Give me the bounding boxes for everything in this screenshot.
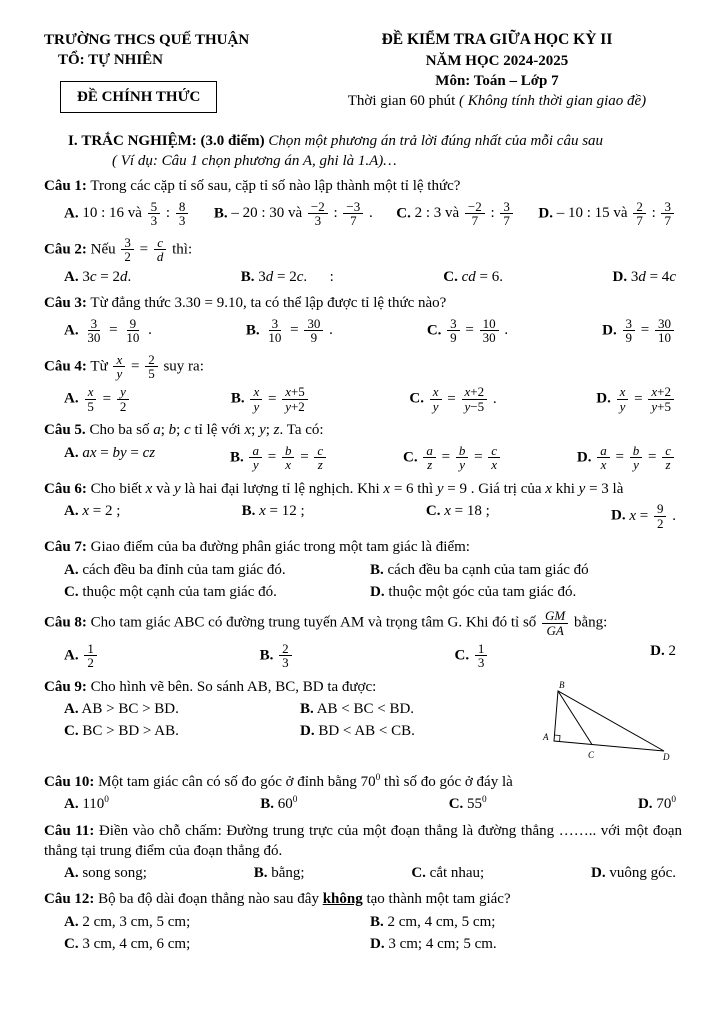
- option-text: $\frac{3}{10}$ = $\frac{30}{9}$ .: [263, 322, 332, 338]
- fraction: $\frac{c}{z}$: [662, 444, 674, 472]
- question-stem: Câu 6: Cho biết x và y là hai đại lượng tỉ lệ nghịch. Khi x = 6 thì y = 9 . Giá trị của x khi y = 3 là: [44, 480, 624, 497]
- option-B: [260, 793, 297, 815]
- option-key: B.: [230, 390, 245, 407]
- option-B: [242, 500, 305, 532]
- options-row: [44, 314, 682, 347]
- option-text: 3 cm; 4 cm; 5 cm.: [388, 935, 497, 952]
- option-C: [64, 933, 370, 955]
- option-key: A.: [64, 322, 79, 339]
- option-key: B.: [300, 701, 314, 718]
- fraction: $\frac{30}{10}$: [655, 317, 674, 345]
- option-text: 3 cm, 4 cm, 6 cm;: [82, 935, 191, 952]
- option-key: B.: [241, 503, 256, 520]
- question-body: [44, 176, 682, 230]
- question-12: [44, 889, 682, 955]
- option-text: 3d = 2c. :: [258, 269, 334, 286]
- option-key: D.: [590, 865, 606, 882]
- question-stem: Câu 2: Nếu $\frac{3}{2}$ = $\frac{c}{d}$ thì:: [44, 234, 193, 265]
- option-D: [591, 862, 676, 884]
- option-key: D.: [370, 935, 385, 952]
- option-text: ax = by = cz: [82, 444, 156, 461]
- option-D: [602, 315, 676, 347]
- fraction: $\frac{1}{3}$: [475, 642, 488, 670]
- option-text: [82, 640, 99, 671]
- fraction: $\frac{x+2}{y+5}$: [648, 385, 674, 413]
- question-label: Câu 10:: [44, 774, 95, 791]
- question-body: [44, 677, 542, 767]
- option-key: C.: [426, 322, 442, 339]
- option-D: [300, 720, 536, 742]
- question-5: [44, 420, 682, 474]
- option-B: [260, 640, 294, 672]
- question-body: [44, 479, 682, 533]
- option-text: [277, 640, 294, 671]
- option-C: [403, 442, 502, 474]
- header-right-column: [312, 30, 682, 113]
- options-row: [44, 382, 682, 415]
- option-key: C.: [64, 935, 79, 952]
- question-label: Câu 3:: [44, 295, 87, 312]
- fraction: $\frac{2}{5}$: [145, 353, 158, 381]
- question-stem: Câu 3: Từ đẳng thức 3.30 = 9.10, ta có thể lập được tỉ lệ thức nào?: [44, 295, 447, 312]
- question-body: [44, 537, 682, 603]
- option-key: B.: [245, 322, 260, 339]
- option-B: [254, 862, 305, 884]
- question-6: [44, 479, 682, 533]
- question-8: [44, 608, 682, 672]
- fraction: $\frac{3}{7}$: [500, 200, 513, 228]
- figure-label-left: A: [543, 731, 549, 742]
- triangle-figure: [542, 677, 682, 767]
- option-C: [427, 315, 508, 347]
- option-key: C.: [403, 449, 418, 466]
- option-key: A.: [64, 390, 79, 407]
- option-C: [411, 862, 484, 884]
- figure-label-right: D: [663, 751, 670, 761]
- fraction: $\frac{3}{9}$: [623, 317, 636, 345]
- option-D: [370, 581, 676, 603]
- fraction: $\frac{9}{10}$: [126, 315, 140, 346]
- exam-title: ĐỀ KIỂM TRA GIỮA HỌC KỲ II: [381, 31, 613, 48]
- fraction: $\frac{c}{x}$: [488, 444, 500, 472]
- question-3: [44, 293, 682, 347]
- fraction: $\frac{x}{y}$: [113, 353, 125, 381]
- fraction: $\frac{2}{3}$: [279, 642, 292, 670]
- option-B: [214, 198, 373, 230]
- question-label: Câu 6:: [44, 480, 87, 497]
- question-label: Câu 8:: [44, 614, 87, 631]
- option-text: bằng;: [271, 865, 305, 882]
- question-11: [44, 821, 682, 885]
- option-text: $\frac{3}{9}$ = $\frac{10}{30}$ .: [445, 322, 508, 338]
- option-text: x = 12 ;: [259, 503, 305, 520]
- fraction: $\frac{x}{y}$: [250, 385, 262, 413]
- option-A: [64, 793, 109, 815]
- option-key: C.: [64, 723, 79, 740]
- option-text: cách đều ba cạnh của tam giác đó: [387, 561, 589, 578]
- header-left-column: [44, 30, 312, 113]
- option-B: [370, 559, 676, 581]
- option-D: [638, 793, 676, 815]
- option-key: B.: [259, 647, 274, 664]
- section-numeral: I.: [68, 132, 78, 149]
- question-stem: Câu 11: Điền vào chỗ chấm: Đường trung trực của một đoạn thẳng là đường thẳng …….. với một đoạn thẳng tại trung điểm của đoạn thẳng đó.: [44, 822, 682, 859]
- question-10: [44, 772, 682, 816]
- option-text: 2 : 3 và $\frac{-2}{7}$ : $\frac{3}{7}$: [415, 205, 515, 221]
- option-text: cắt nhau;: [429, 865, 485, 882]
- option-A: [64, 862, 147, 884]
- option-key: D.: [650, 642, 665, 659]
- option-text: $\frac{3}{30}$ = $\frac{9}{10}$ .: [82, 322, 151, 338]
- option-A: [64, 640, 99, 672]
- option-D: [538, 198, 676, 230]
- options-row: [44, 910, 682, 956]
- option-key: D.: [370, 583, 385, 600]
- exam-header: [44, 30, 682, 113]
- fraction: $\frac{x}{y}$: [617, 385, 629, 413]
- fraction: $\frac{-2}{3}$: [308, 200, 328, 228]
- option-A: [64, 500, 120, 532]
- option-D: [613, 266, 676, 288]
- department-name: TỔ: TỰ NHIÊN: [58, 52, 164, 69]
- section-title: TRẮC NGHIỆM: (3.0 điểm): [81, 132, 265, 149]
- option-C: [64, 720, 300, 742]
- option-key: C.: [448, 796, 464, 813]
- option-A: [64, 559, 370, 581]
- option-D: [611, 500, 676, 532]
- fraction: $\frac{3}{30}$: [87, 315, 101, 346]
- option-key: B.: [240, 269, 255, 286]
- figure-label-apex: B: [559, 679, 565, 690]
- duration-note: ( Không tính thời gian giao đề): [459, 93, 647, 110]
- fraction: $\frac{10}{30}$: [480, 317, 499, 345]
- option-D: [370, 933, 676, 955]
- options-row: [44, 697, 542, 743]
- option-key: A.: [64, 865, 79, 882]
- fraction: $\frac{b}{y}$: [630, 444, 643, 472]
- option-key: C.: [411, 865, 426, 882]
- subject-line: Môn: Toán – Lớp 7: [435, 73, 559, 90]
- official-exam-box: ĐỀ CHÍNH THỨC: [60, 81, 217, 113]
- option-key: A.: [64, 444, 79, 461]
- option-B: [241, 266, 334, 288]
- question-stem: Câu 12: Bộ ba độ dài đoạn thẳng nào sau đây không tạo thành một tam giác?: [44, 891, 511, 908]
- option-B: [230, 442, 328, 474]
- fraction: $\frac{y}{2}$: [117, 385, 130, 413]
- question-body: [44, 608, 682, 672]
- fraction: $\frac{8}{3}$: [176, 200, 189, 228]
- option-key: B.: [260, 796, 274, 813]
- questions-list: [44, 176, 682, 955]
- options-row: [44, 197, 682, 230]
- option-key: D.: [538, 205, 553, 222]
- option-key: C.: [454, 647, 470, 664]
- option-text: BC > BD > AB.: [82, 723, 179, 740]
- options-row: [44, 558, 682, 604]
- option-text: x = 2 ;: [82, 503, 121, 520]
- question-body: [44, 821, 682, 885]
- option-text: $70^0$: [656, 795, 676, 813]
- option-C: [426, 500, 490, 532]
- fraction: $\frac{x}{5}$: [84, 385, 97, 413]
- option-key: A.: [64, 503, 79, 520]
- option-A: [64, 698, 300, 720]
- option-A: [64, 198, 190, 230]
- options-row: [44, 861, 682, 884]
- option-text: – 20 : 30 và $\frac{-2}{3}$ : $\frac{-3}{7}$ .: [231, 198, 373, 229]
- option-B: [370, 911, 676, 933]
- fraction: $\frac{3}{9}$: [447, 317, 460, 345]
- fraction: $\frac{a}{z}$: [423, 444, 436, 472]
- option-B: [231, 383, 310, 415]
- options-row: [44, 499, 682, 532]
- question-label: Câu 12:: [44, 891, 95, 908]
- option-text: AB > BC > BD.: [81, 701, 179, 718]
- option-text: x = $\frac{9}{2}$ .: [629, 501, 676, 531]
- option-text: $60^0$: [277, 795, 298, 813]
- option-A: [64, 383, 131, 415]
- question-body: [44, 235, 682, 289]
- section-heading: [44, 131, 682, 151]
- option-text: $\frac{a}{x}$ = $\frac{b}{y}$ = $\frac{c}{z}$: [595, 449, 676, 465]
- options-row: [44, 265, 682, 288]
- option-text: cd = 6.: [461, 269, 504, 286]
- option-key: B.: [213, 205, 228, 222]
- option-key: A.: [64, 913, 79, 930]
- fraction: $\frac{c}{z}$: [314, 444, 326, 472]
- fraction: $\frac{2}{7}$: [633, 200, 646, 228]
- option-text: $\frac{a}{z}$ = $\frac{b}{y}$ = $\frac{c}{x}$: [421, 449, 502, 465]
- option-text: $55^0$: [467, 795, 487, 813]
- option-key: D.: [576, 449, 592, 466]
- option-text: thuộc một góc của tam giác đó.: [388, 583, 577, 600]
- fraction: $\frac{c}{d}$: [154, 236, 167, 264]
- fraction: $\frac{3}{10}$: [268, 315, 282, 346]
- option-B: [246, 315, 333, 347]
- option-B: [300, 698, 536, 720]
- question-body: [44, 420, 682, 474]
- fraction: $\frac{1}{2}$: [84, 642, 97, 670]
- question-stem: Câu 7: Giao điểm của ba đường phân giác trong một tam giác là điểm:: [44, 539, 470, 556]
- option-key: B.: [370, 561, 384, 578]
- option-text: thuộc một cạnh của tam giác đó.: [82, 583, 277, 600]
- option-D: [577, 442, 676, 474]
- fraction: $\frac{-2}{7}$: [465, 200, 485, 228]
- question-label: Câu 9:: [44, 678, 87, 695]
- option-text: $110^0$: [82, 795, 109, 813]
- option-key: D.: [611, 507, 626, 524]
- fraction: $\frac{3}{2}$: [121, 236, 134, 264]
- question-stem: Câu 4: Từ $\frac{x}{y}$ = $\frac{2}{5}$ suy ra:: [44, 351, 204, 382]
- options-row: [44, 639, 682, 672]
- option-A: [64, 266, 131, 288]
- option-text: 2: [668, 642, 676, 659]
- option-key: D.: [637, 796, 653, 813]
- question-stem: Câu 5. Cho ba số a; b; c tỉ lệ với x; y; z. Ta có:: [44, 422, 324, 439]
- option-key: A.: [64, 701, 79, 718]
- question-1: [44, 176, 682, 230]
- option-C: [449, 793, 487, 815]
- option-text: $\frac{x}{y}$ = $\frac{x+2}{y-5}$ .: [428, 391, 497, 407]
- school-name: TRƯỜNG THCS QUẾ THUẬN: [44, 32, 250, 48]
- question-label: Câu 5.: [44, 422, 86, 439]
- option-text: 2 cm, 4 cm, 5 cm;: [387, 913, 496, 930]
- fraction: $\frac{3}{7}$: [661, 200, 674, 228]
- option-key: C.: [443, 269, 458, 286]
- question-label: Câu 4:: [44, 358, 87, 375]
- option-text: [473, 640, 490, 671]
- question-label: Câu 1:: [44, 178, 87, 195]
- question-stem: Câu 1: Trong các cặp tỉ số sau, cặp tỉ số nào lập thành một tỉ lệ thức?: [44, 178, 461, 195]
- option-text: vuông góc.: [609, 865, 676, 882]
- option-A: [64, 911, 370, 933]
- option-key: A.: [64, 269, 79, 286]
- question-stem: Câu 8: Cho tam giác ABC có đường trung tuyến AM và trọng tâm G. Khi đó tỉ số $\frac{GM}{GA}$ bằng:: [44, 608, 608, 638]
- option-A: [64, 442, 155, 474]
- question-2: [44, 235, 682, 289]
- option-C: [409, 383, 496, 415]
- option-key: C.: [409, 390, 425, 407]
- question-label: Câu 7:: [44, 539, 87, 556]
- option-key: A.: [64, 561, 79, 578]
- fraction: $\frac{GM}{GA}$: [542, 609, 568, 637]
- option-C: [443, 266, 503, 288]
- question-body: [44, 889, 682, 955]
- option-D: [650, 640, 676, 672]
- question-stem: Câu 9: Cho hình vẽ bên. So sánh AB, BC, BD ta được:: [44, 678, 377, 695]
- option-text: 3d = 4c: [630, 269, 676, 286]
- option-text: $\frac{x}{y}$ = $\frac{x+5}{y+2}$: [248, 391, 309, 407]
- figure-label-mid: C: [588, 749, 595, 760]
- option-key: B.: [253, 865, 268, 882]
- fraction: $\frac{x+2}{y-5}$: [462, 385, 488, 413]
- question-label: Câu 11:: [44, 822, 95, 839]
- section-example: ( Ví dụ: Câu 1 chọn phương án A, ghi là 1.A)…: [112, 153, 397, 169]
- fraction: $\frac{a}{x}$: [597, 444, 610, 472]
- option-text: song song;: [82, 865, 147, 882]
- option-text: cách đều ba đỉnh của tam giác đó.: [82, 561, 286, 578]
- question-body: [44, 352, 682, 416]
- option-key: D.: [300, 723, 315, 740]
- option-text: x = 18 ;: [444, 503, 490, 520]
- question-stem: Câu 10: Một tam giác cân có số đo góc ở đỉnh bằng $70^0$ thì số đo góc ở đáy là: [44, 773, 513, 791]
- option-key: C.: [64, 583, 79, 600]
- option-key: A.: [64, 205, 79, 222]
- fraction: $\frac{a}{y}$: [249, 444, 262, 472]
- options-row: [44, 792, 682, 815]
- option-text: $\frac{x}{5}$ = $\frac{y}{2}$: [82, 391, 131, 407]
- option-C: [396, 198, 515, 230]
- triangle-drawing: [542, 679, 672, 761]
- option-text: BD < AB < CB.: [318, 723, 415, 740]
- question-7: [44, 537, 682, 603]
- fraction: $\frac{9}{2}$: [654, 502, 667, 530]
- fraction: $\frac{-3}{7}$: [343, 200, 363, 228]
- fraction: $\frac{b}{x}$: [282, 444, 295, 472]
- section-instruction: Chọn một phương án trả lời đúng nhất của mỗi câu sau: [268, 132, 604, 149]
- fraction: $\frac{5}{3}$: [148, 200, 161, 228]
- option-key: B.: [229, 449, 244, 466]
- option-key: C.: [425, 503, 441, 520]
- option-text: 3c = 2d.: [82, 269, 132, 286]
- option-C: [454, 640, 489, 672]
- option-text: $\frac{x}{y}$ = $\frac{x+2}{y+5}$: [615, 391, 676, 407]
- question-body: [44, 772, 682, 816]
- option-text: $\frac{3}{9}$ = $\frac{30}{10}$: [621, 322, 676, 338]
- option-text: $\frac{a}{y}$ = $\frac{b}{x}$ = $\frac{c}{z}$: [247, 449, 328, 465]
- option-text: 2 cm, 3 cm, 5 cm;: [82, 913, 191, 930]
- option-text: AB < BC < BD.: [316, 701, 415, 718]
- fraction: $\frac{x+5}{y+2}$: [282, 385, 308, 413]
- option-key: A.: [64, 796, 79, 813]
- school-year: NĂM HỌC 2024-2025: [425, 52, 569, 69]
- option-key: C.: [396, 205, 411, 222]
- question-body: [44, 293, 682, 347]
- duration-text: Thời gian 60 phút: [347, 93, 456, 110]
- question-4: [44, 352, 682, 416]
- option-key: A.: [64, 647, 79, 664]
- option-D: [596, 383, 676, 415]
- option-A: [64, 315, 152, 347]
- question-9: [44, 677, 682, 767]
- fraction: $\frac{x}{y}$: [430, 385, 442, 413]
- option-key: B.: [370, 913, 384, 930]
- question-label: Câu 2:: [44, 241, 87, 258]
- option-key: D.: [596, 390, 611, 407]
- option-key: D.: [612, 269, 628, 286]
- option-text: – 10 : 15 và $\frac{2}{7}$ : $\frac{3}{7}$: [557, 205, 676, 221]
- option-key: D.: [602, 322, 617, 339]
- time-line: [312, 91, 682, 111]
- option-text: 10 : 16 và $\frac{5}{3}$ : $\frac{8}{3}$: [82, 205, 190, 221]
- options-row: [44, 441, 682, 474]
- fraction: $\frac{b}{y}$: [456, 444, 469, 472]
- fraction: $\frac{30}{9}$: [304, 317, 323, 345]
- option-C: [64, 581, 370, 603]
